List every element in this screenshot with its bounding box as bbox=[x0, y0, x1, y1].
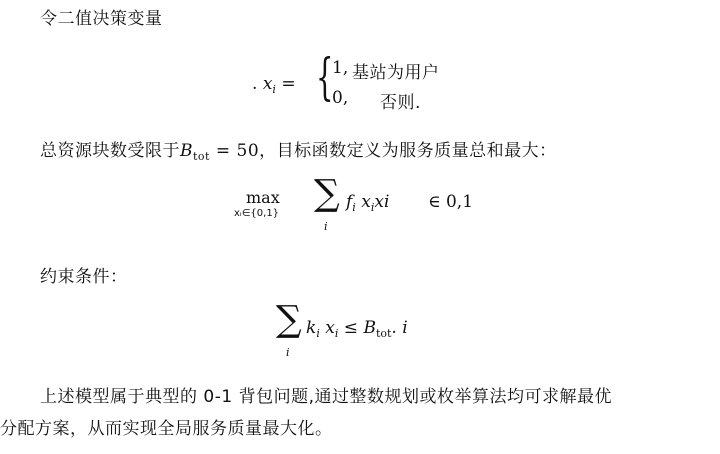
objective-function bbox=[228, 173, 508, 236]
conclusion-line-1: 上述模型属于典型的 0-1 背包问题,通过整数规划或枚举算法均可求解最优 bbox=[40, 387, 612, 407]
max-operator: max bbox=[246, 188, 280, 207]
summation-symbol: ∑ bbox=[314, 173, 340, 214]
intro-text: 令二值决策变量 bbox=[40, 9, 163, 29]
case1-text: 基站为用户 bbox=[352, 63, 440, 83]
constraint-label: 约束条件： bbox=[40, 267, 128, 287]
constraint-formula bbox=[270, 299, 470, 366]
sum-index: i bbox=[324, 220, 328, 233]
objective-domain: ∈ 0,1 bbox=[428, 192, 474, 212]
conclusion-line-2: 分配方案，从而实现全局服务质量最大化。 bbox=[0, 419, 333, 439]
decision-variable-definition bbox=[252, 48, 492, 116]
left-brace: { bbox=[316, 48, 334, 106]
constraint-expression: $k_i$ $x_i \le B_{tot}$. i bbox=[306, 318, 408, 340]
sum-index: i bbox=[286, 346, 290, 359]
cases-lhs: . $x_i$ = bbox=[252, 74, 296, 96]
objective-expression: $f_i$ $x_ixi$ bbox=[346, 192, 390, 214]
max-subscript: xᵢ∈{0,1} bbox=[234, 208, 280, 219]
budget-sentence: 总资源块数受限于$B_{tot} = 50$，目标函数定义为服务质量总和最大： bbox=[40, 141, 557, 163]
case2-value: 0, bbox=[332, 88, 349, 108]
case2-text: 否则. bbox=[380, 93, 421, 113]
case1-value: 1, bbox=[332, 58, 349, 78]
summation-symbol: ∑ bbox=[276, 299, 302, 340]
